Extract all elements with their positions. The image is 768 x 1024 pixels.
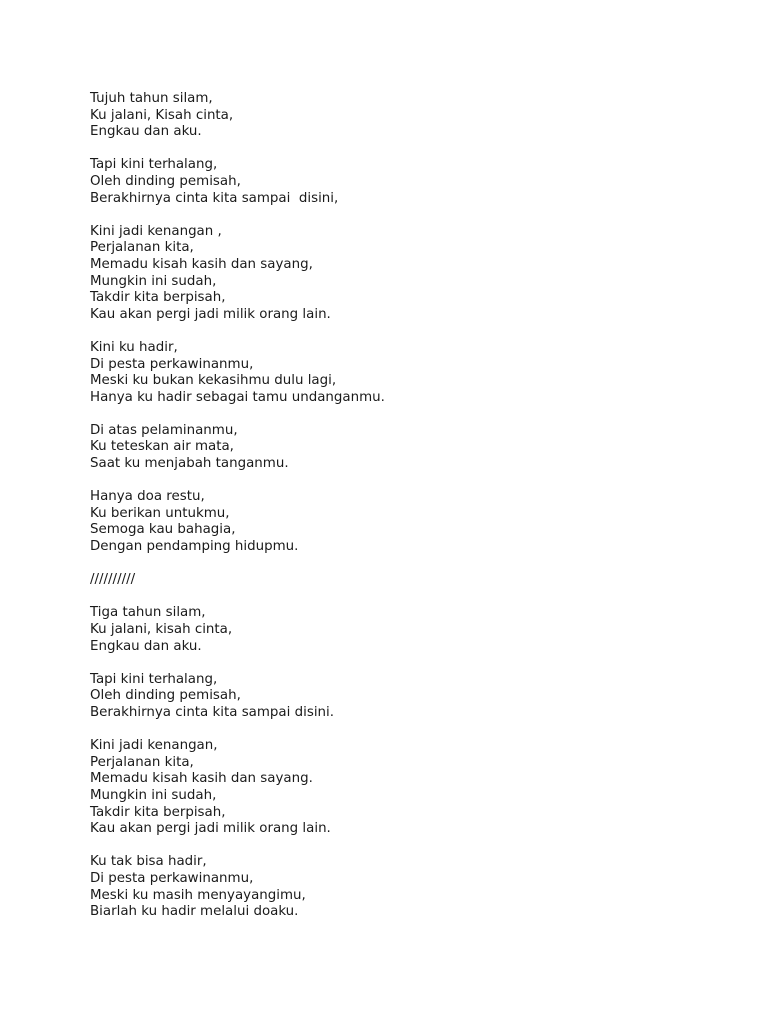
lyric-line: Mungkin ini sudah,	[90, 273, 217, 289]
lyric-line: Tapi kini terhalang,	[90, 157, 218, 173]
stanza	[90, 605, 710, 655]
lyrics-text	[90, 91, 710, 937]
lyric-line: Tiga tahun silam,	[90, 605, 206, 621]
lyric-line: Engkau dan aku.	[90, 124, 202, 140]
lyric-line: Ku tak bisa hadir,	[90, 854, 207, 870]
lyric-line: Semoga kau bahagia,	[90, 522, 236, 538]
lyric-line: Berakhirnya cinta kita sampai disini,	[90, 190, 339, 206]
lyric-line: Berakhirnya cinta kita sampai disini.	[90, 704, 334, 720]
lyric-line: Ku jalani, kisah cinta,	[90, 622, 233, 637]
lyric-line: Hanya doa restu,	[90, 489, 205, 505]
stanza	[90, 672, 710, 722]
lyric-line: Takdir kita berpisah,	[90, 290, 226, 306]
lyric-line: Dengan pendamping hidupmu.	[90, 539, 299, 555]
lyric-line: Kau akan pergi jadi milik orang lain.	[90, 821, 331, 837]
stanza	[90, 340, 710, 406]
lyric-line: Meski ku masih menyayangimu,	[90, 887, 306, 903]
lyric-line: Memadu kisah kasih dan sayang.	[90, 771, 313, 787]
stanza	[90, 224, 710, 324]
lyric-line: Hanya ku hadir sebagai tamu undanganmu.	[90, 389, 385, 405]
stanza	[90, 423, 710, 473]
lyric-line: Tapi kini terhalang,	[90, 671, 218, 687]
lyric-line: Perjalanan kita,	[90, 754, 194, 770]
lyric-line: Biarlah ku hadir melalui doaku.	[90, 904, 299, 920]
lyric-line: Kini ku hadir,	[90, 339, 178, 355]
stanza	[90, 572, 710, 589]
lyric-line: Meski ku bukan kekasihmu dulu lagi,	[90, 373, 337, 389]
stanza	[90, 738, 710, 838]
lyric-line: Di atas pelaminanmu,	[90, 422, 238, 438]
lyric-line: Mungkin ini sudah,	[90, 787, 217, 803]
lyric-line: Oleh dinding pemisah,	[90, 688, 241, 704]
lyric-line: Saat ku menjabah tanganmu.	[90, 456, 289, 472]
lyric-line: Tujuh tahun silam,	[90, 91, 213, 106]
stanza	[90, 854, 710, 920]
lyric-line: Kini jadi kenangan,	[90, 738, 218, 754]
lyric-line: Ku teteskan air mata,	[90, 439, 234, 455]
lyric-line: Engkau dan aku.	[90, 638, 202, 654]
lyric-line: Ku jalani, Kisah cinta,	[90, 107, 234, 123]
lyric-line: Perjalanan kita,	[90, 240, 194, 256]
stanza	[90, 489, 710, 555]
lyric-line: Takdir kita berpisah,	[90, 804, 226, 820]
lyric-line: Oleh dinding pemisah,	[90, 173, 241, 189]
lyric-line: //////////	[90, 572, 136, 588]
stanza	[90, 157, 710, 207]
lyric-line: Memadu kisah kasih dan sayang,	[90, 256, 313, 272]
lyric-line: Kau akan pergi jadi milik orang lain.	[90, 306, 331, 322]
lyric-line: Di pesta perkawinanmu,	[90, 356, 254, 372]
lyric-line: Di pesta perkawinanmu,	[90, 870, 254, 886]
lyric-line: Ku berikan untukmu,	[90, 505, 230, 521]
lyric-line: Kini jadi kenangan ,	[90, 223, 222, 239]
stanza	[90, 91, 710, 141]
